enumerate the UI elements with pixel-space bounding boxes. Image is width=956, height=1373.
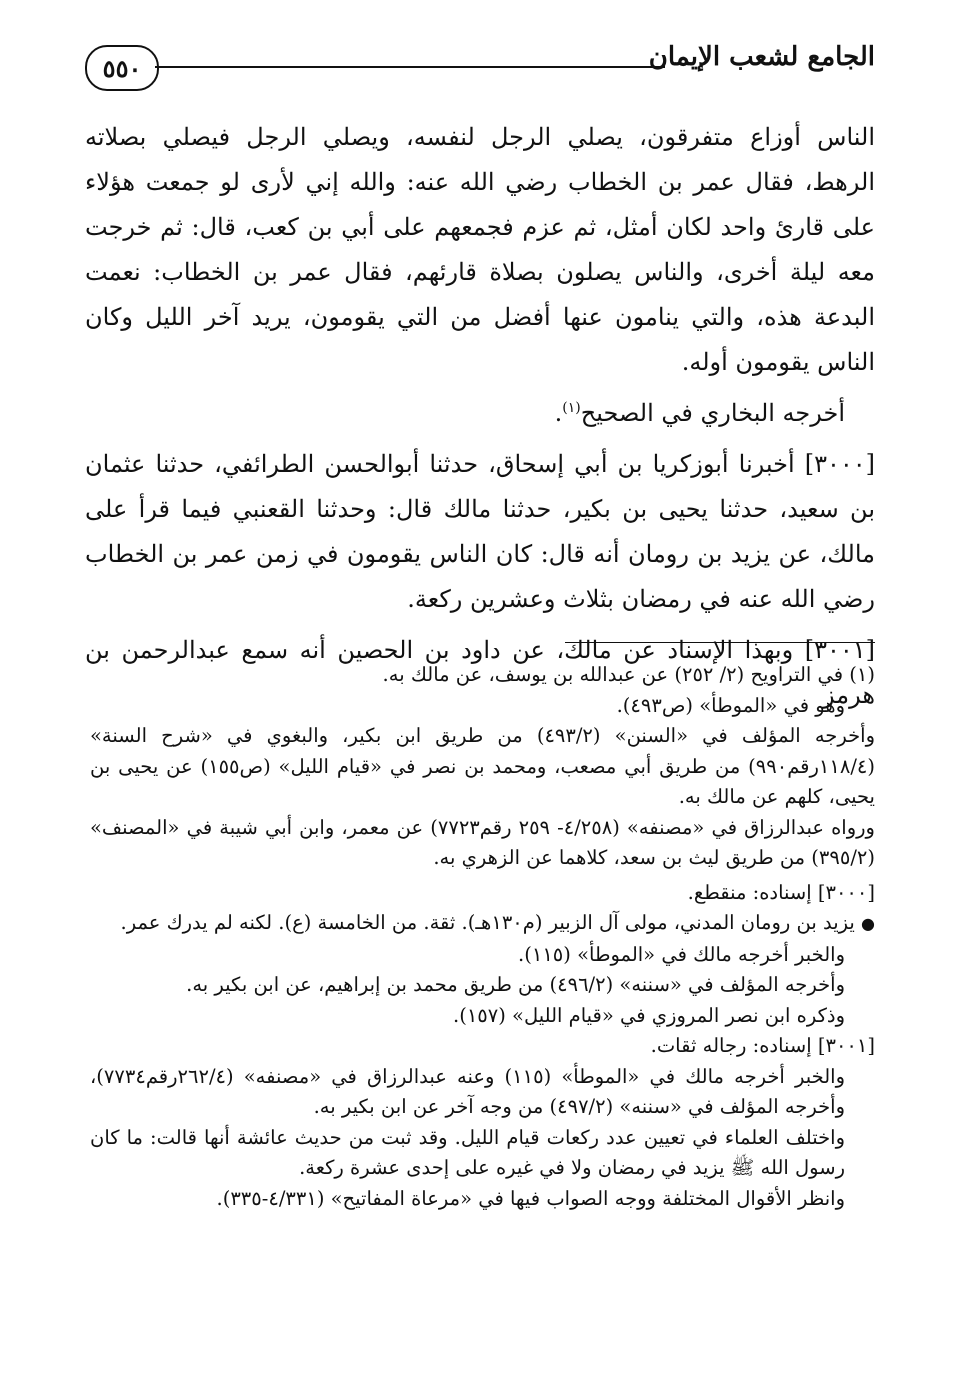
running-title: الجامع لشعب الإيمان	[648, 42, 875, 72]
footnote-line: وهو في «الموطأ» (ص٤٩٣).	[616, 693, 845, 717]
main-text	[85, 115, 875, 718]
footnote-1: (١) في التراويح (٢/ ٢٥٢) عن عبدالله بن يوسف، عن مالك به.	[382, 663, 875, 686]
takhrij-text: أخرجه البخاري في الصحيح	[580, 399, 845, 427]
footnote-isnad-3001: [٣٠٠١] إسناده: رجاله ثقات.	[650, 1034, 875, 1057]
hadith-3001: [٣٠٠١] وبهذا الإسناد عن مالك، عن داود بن الحصين أنه سمع عبدالرحمن بن هرمز	[85, 636, 875, 709]
footnote-line: والخبر أخرجه مالك في «الموطأ» (١١٥).	[518, 942, 845, 966]
paragraph-narration: الناس أوزاع متفرقون، يصلي الرجل لنفسه، ويصلي الرجل فيصلي بصلاته الرهط، فقال عمر بن الخطاب رضي الله عنه: والله إني لأرى لو جمعت هؤلاء على قارئ واحد لكان أمثل، ثم عزم فجمعهم على أبي بن كعب، قال: ثم خرجت معه ليلة أخرى، والناس يصلون بصلاة قارئهم، فقال عمر بن الخطاب: نعمت البدعة هذه، والتي ينامون عنها أفضل من التي يقومون، يريد آخر الليل وكان الناس يقومون أوله.	[85, 123, 875, 376]
footnote-line: وأخرجه المؤلف في «سننه» (٤٩٦/٢) من طريق محمد بن إبراهيم، عن ابن بكير به.	[186, 973, 845, 996]
narrator-text: يزيد بن رومان المدني، مولى آل الزبير (م١٣٠هـ). ثقة. من الخامسة (ع). لكنه لم يدرك عمر.	[120, 911, 855, 934]
hadith-3000: [٣٠٠٠] أخبرنا أبوزكريا بن أبي إسحاق، حدثنا أبوالحسن الطرائفي، حدثنا عثمان بن سعيد، حدثنا يحيى بن بكير، حدثنا مالك قال: وحدثنا القعنبي فيما قرأ على مالك، عن يزيد بن رومان أنه قال: كان الناس يقومون في زمن عمر بن الخطاب رضي الله عنه في رمضان بثلاث وعشرين ركعة.	[85, 450, 875, 613]
takhrij-end: .	[554, 399, 563, 427]
footnote-narrator	[90, 908, 875, 940]
header-rule	[155, 66, 665, 68]
paragraph-takhrij	[85, 391, 875, 436]
footnote-line: والخبر أخرجه مالك في «الموطأ» (١١٥) وعنه عبدالرزاق في «مصنفه» (٢٦٢/٤رقم٧٧٣٤)، وأخرجه المؤلف في «سننه» (٤٩٧/٢) من وجه آخر عن ابن بكير به.	[90, 1064, 846, 1118]
footnote-line: واختلف العلماء في تعيين عدد ركعات قيام الليل. وقد ثبت من حديث عائشة أنها قالت: ما كان رسول الله ﷺ يزيد في رمضان ولا في غيره على إحدى عشرة ركعة.	[90, 1125, 845, 1179]
footnote-line: وانظر الأقوال المختلفة ووجه الصواب فيها في «مرعاة المفاتيح» (٤/٣٣١-٣٣٥).	[216, 1186, 845, 1210]
page-header	[85, 40, 875, 100]
footnote-line: وأخرجه المؤلف في «السنن» (٤٩٣/٢) من طريق ابن بكير، والبغوي في «شرح السنة» (١١٨/٤رقم٩٩٠) من طريق أبي مصعب، ومحمد بن نصر في «قيام الليل» (ص١٥٥) عن يحيى بن يحيى، كلهم عن مالك به.	[90, 724, 875, 808]
footnote-separator	[565, 642, 875, 643]
page-number-badge: ٥٥٠	[85, 45, 159, 91]
footnote-line: ورواه عبدالرزاق في «مصنفه» (٤/٢٥٨- ٢٥٩ رقم٧٧٢٣) عن معمر، وابن أبي شيبة في «المصنف» (٣٩٥/٢) من طريق ليث بن سعد، كلاهما عن الزهري به.	[90, 815, 875, 869]
footnote-ref: (١)	[562, 400, 581, 416]
footnote-line: وذكره ابن نصر المروزي في «قيام الليل» (١٥٧).	[453, 1003, 845, 1027]
footnote-isnad-3000: [٣٠٠٠] إسناده: منقطع.	[687, 880, 875, 904]
footnotes	[90, 660, 875, 1214]
bullet-icon: ●	[861, 914, 875, 933]
